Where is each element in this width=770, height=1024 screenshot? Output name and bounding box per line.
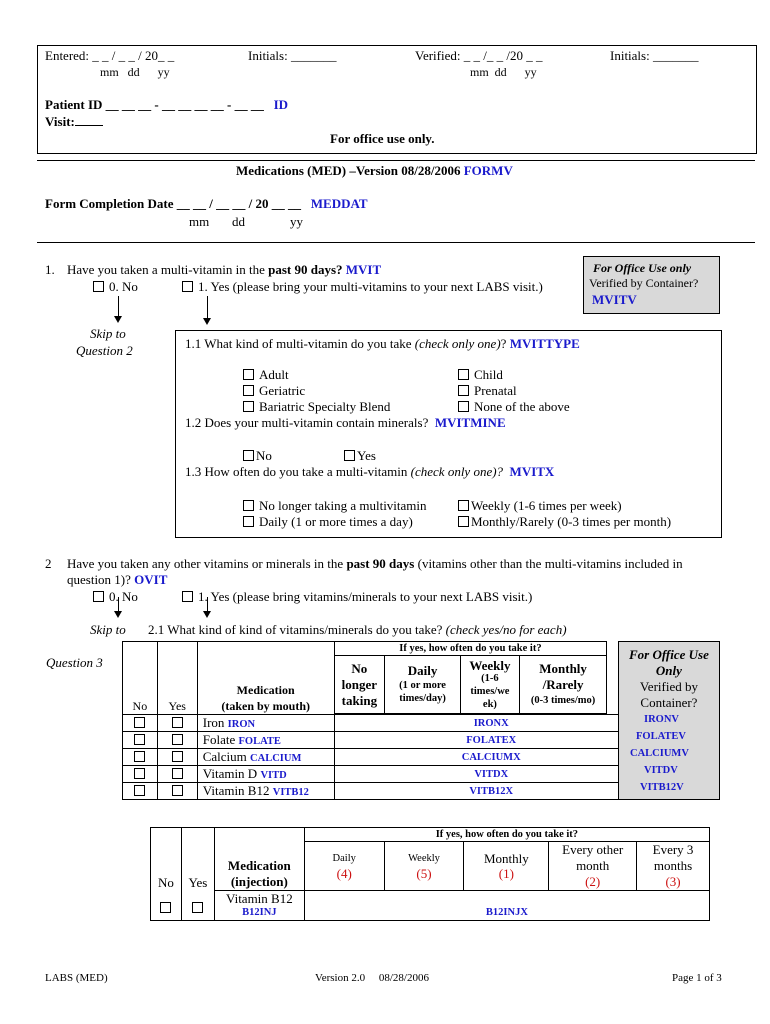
checkbox[interactable] <box>243 450 254 461</box>
patient-id-field[interactable]: Patient ID __ __ __ - __ __ __ __ - __ __ ID <box>45 97 289 112</box>
col-header-no: No <box>151 828 182 891</box>
type-bariatric[interactable]: Bariatric Specialty Blend <box>243 399 390 415</box>
frequency-code: VITDX <box>334 766 618 783</box>
verified-field[interactable]: Verified: _ _ /_ _ /20 _ _ <box>415 48 543 63</box>
col-header-medication: Medication (injection) <box>214 828 304 891</box>
completion-fmt-dd: dd <box>232 214 245 229</box>
q1-option-yes[interactable]: 1. Yes (please bring your multi-vitamins to your next LABS visit.) <box>182 279 543 295</box>
table-row <box>151 891 710 921</box>
frequency-code: B12INJX <box>304 891 709 921</box>
medication-name: Vitamin D VITD <box>197 766 334 783</box>
q2-option-yes[interactable]: 1. Yes (please bring vitamins/minerals to your next LABS visit.) <box>182 589 532 605</box>
q2-question-cont: question 1)? OVIT <box>67 572 168 587</box>
completion-date-field[interactable]: Form Completion Date __ __ / __ __ / 20 __ __ MEDDAT <box>45 196 368 211</box>
verified-format: mm dd yy <box>470 65 537 79</box>
yes-checkbox-cell[interactable] <box>157 749 197 766</box>
q1-question: Have you taken a multi-vitamin in the past 90 days? MVIT <box>67 262 382 277</box>
q2-number: 2 <box>45 556 52 571</box>
medication-name: Vitamin B12 B12INJ <box>214 891 304 921</box>
completion-fmt-yy: yy <box>290 214 303 229</box>
type-geriatric[interactable]: Geriatric <box>243 383 305 399</box>
type-none[interactable]: None of the above <box>458 399 570 415</box>
arrow-head <box>203 611 211 618</box>
verify-code-folate: FOLATEV <box>636 731 686 742</box>
checkbox[interactable] <box>344 450 355 461</box>
q2-option-no[interactable]: 0. No <box>93 589 138 605</box>
yes-checkbox-cell[interactable] <box>157 715 197 732</box>
checkbox[interactable] <box>458 500 469 511</box>
checkbox[interactable] <box>458 516 469 527</box>
no-checkbox-cell[interactable] <box>123 766 158 783</box>
verify-code-iron: IRONV <box>644 714 680 725</box>
minerals-yes[interactable]: Yes <box>344 448 376 464</box>
footer-version: Version 2.0 08/28/2006 <box>315 972 429 984</box>
arrow-head <box>203 318 211 325</box>
medication-name: Calcium CALCIUM <box>197 749 334 766</box>
checkbox[interactable] <box>93 591 104 602</box>
arrow-line <box>118 597 119 611</box>
frequency-code: CALCIUMX <box>334 749 618 766</box>
no-checkbox-cell[interactable] <box>123 749 158 766</box>
col-header-no-longer: No longer taking <box>334 656 385 714</box>
skip-to-question: Question 3 <box>46 655 103 670</box>
oral-medication-table <box>122 641 720 800</box>
arrow-line <box>207 597 208 611</box>
col-header-medication: Medication (taken by mouth) <box>197 642 334 715</box>
arrow-head <box>114 316 122 323</box>
yes-checkbox-cell[interactable] <box>157 766 197 783</box>
initials-field-1[interactable]: Initials: _______ <box>248 48 337 63</box>
frequency-code: FOLATEX <box>334 732 618 749</box>
arrow-head <box>114 611 122 618</box>
col-header-daily: Daily (4) <box>304 842 384 891</box>
footer-page-number: Page 1 of 3 <box>672 972 722 984</box>
freq-monthly[interactable]: Monthly/Rarely (0-3 times per month) <box>458 514 671 530</box>
col-header-every-3-months: Every 3 months (3) <box>637 842 710 891</box>
skip-to-question: Question 2 <box>76 343 133 358</box>
verify-code-calcium: CALCIUMV <box>630 748 689 759</box>
freq-weekly[interactable]: Weekly (1-6 times per week) <box>458 498 622 514</box>
yes-checkbox-cell[interactable] <box>157 783 197 800</box>
entered-format: mm dd yy <box>100 65 170 79</box>
how-often-header: If yes, how often do you take it? <box>304 828 709 842</box>
col-header-yes: Yes <box>157 642 197 715</box>
col-header-yes: Yes <box>181 828 214 891</box>
no-checkbox-cell[interactable] <box>123 732 158 749</box>
col-header-no: No <box>123 642 158 715</box>
frequency-code: VITB12X <box>334 783 618 800</box>
checkbox[interactable] <box>182 591 193 602</box>
footer-form-name: LABS (MED) <box>45 972 108 984</box>
minerals-no[interactable]: No <box>243 448 272 464</box>
checkbox[interactable] <box>243 385 254 396</box>
verify-code-vitb12: VITB12V <box>640 782 684 793</box>
entered-field[interactable]: Entered: _ _ / _ _ / 20_ _ <box>45 48 175 63</box>
skip-to-label: Skip to <box>90 326 126 341</box>
col-header-every-other-month: Every other month (2) <box>549 842 637 891</box>
freq-no-longer[interactable]: No longer taking a multivitamin <box>243 498 427 514</box>
verify-code-vitd: VITDV <box>644 765 678 776</box>
checkbox[interactable] <box>458 369 469 380</box>
q21-question: 2.1 What kind of kind of vitamins/minerals do you take? (check yes/no for each) <box>148 622 567 637</box>
q13-question: 1.3 How often do you take a multi-vitamin (check only one)? MVITX <box>185 464 555 479</box>
checkbox[interactable] <box>243 500 254 511</box>
checkbox[interactable] <box>182 281 193 292</box>
injection-medication-table <box>150 827 710 921</box>
no-checkbox-cell[interactable] <box>123 715 158 732</box>
frequency-code: IRONX <box>334 715 618 732</box>
office-use-column: For Office Use Only Verified by Container? <box>618 642 719 800</box>
no-checkbox-cell[interactable] <box>123 783 158 800</box>
no-checkbox-cell[interactable] <box>151 891 182 921</box>
q2-question: Have you taken any other vitamins or minerals in the past 90 days (vitamins other than the multi-vitamins included in <box>67 556 683 571</box>
col-header-monthly: Monthly /Rarely (0-3 times/mo) <box>519 656 606 714</box>
arrow-line <box>118 296 119 316</box>
type-prenatal[interactable]: Prenatal <box>458 383 517 399</box>
type-child[interactable]: Child <box>458 367 503 383</box>
divider <box>37 242 755 243</box>
col-header-weekly: Weekly (5) <box>384 842 464 891</box>
q1-option-no[interactable]: 0. No <box>93 279 138 295</box>
col-header-weekly: Weekly (1-6 times/we ek) <box>460 656 519 714</box>
office-use-verified: Verified by Container? <box>589 276 699 290</box>
q1-number: 1. <box>45 262 55 277</box>
skip-to-label: Skip to <box>90 622 126 637</box>
checkbox[interactable] <box>458 401 469 412</box>
type-adult[interactable]: Adult <box>243 367 289 383</box>
medication-name: Iron IRON <box>197 715 334 732</box>
col-header-daily: Daily (1 or more times/day) <box>385 656 461 714</box>
medication-name: Vitamin B12 VITB12 <box>197 783 334 800</box>
office-use-label: For office use only. <box>330 131 435 146</box>
q12-question: 1.2 Does your multi-vitamin contain minerals? MVITMINE <box>185 415 506 430</box>
initials-field-2[interactable]: Initials: _______ <box>610 48 699 63</box>
yes-checkbox-cell[interactable] <box>157 732 197 749</box>
medication-name: Folate FOLATE <box>197 732 334 749</box>
freq-daily[interactable]: Daily (1 or more times a day) <box>243 514 413 530</box>
col-header-monthly: Monthly (1) <box>464 842 549 891</box>
checkbox[interactable] <box>243 516 254 527</box>
checkbox[interactable] <box>243 401 254 412</box>
office-use-title: For Office Use only <box>593 261 692 275</box>
q11-question: 1.1 What kind of multi-vitamin do you take (check only one)? MVITTYPE <box>185 336 580 351</box>
how-often-header: If yes, how often do you take it? <box>334 642 607 656</box>
checkbox[interactable] <box>458 385 469 396</box>
arrow-line <box>207 296 208 318</box>
yes-checkbox-cell[interactable] <box>181 891 214 921</box>
page-title: Medications (MED) –Version 08/28/2006 FORMV <box>236 163 513 178</box>
completion-fmt-mm: mm <box>189 214 210 229</box>
divider <box>37 160 755 161</box>
checkbox[interactable] <box>93 281 104 292</box>
checkbox[interactable] <box>243 369 254 380</box>
visit-field[interactable]: Visit: <box>45 114 103 130</box>
office-use-code: MVITV <box>592 292 637 307</box>
